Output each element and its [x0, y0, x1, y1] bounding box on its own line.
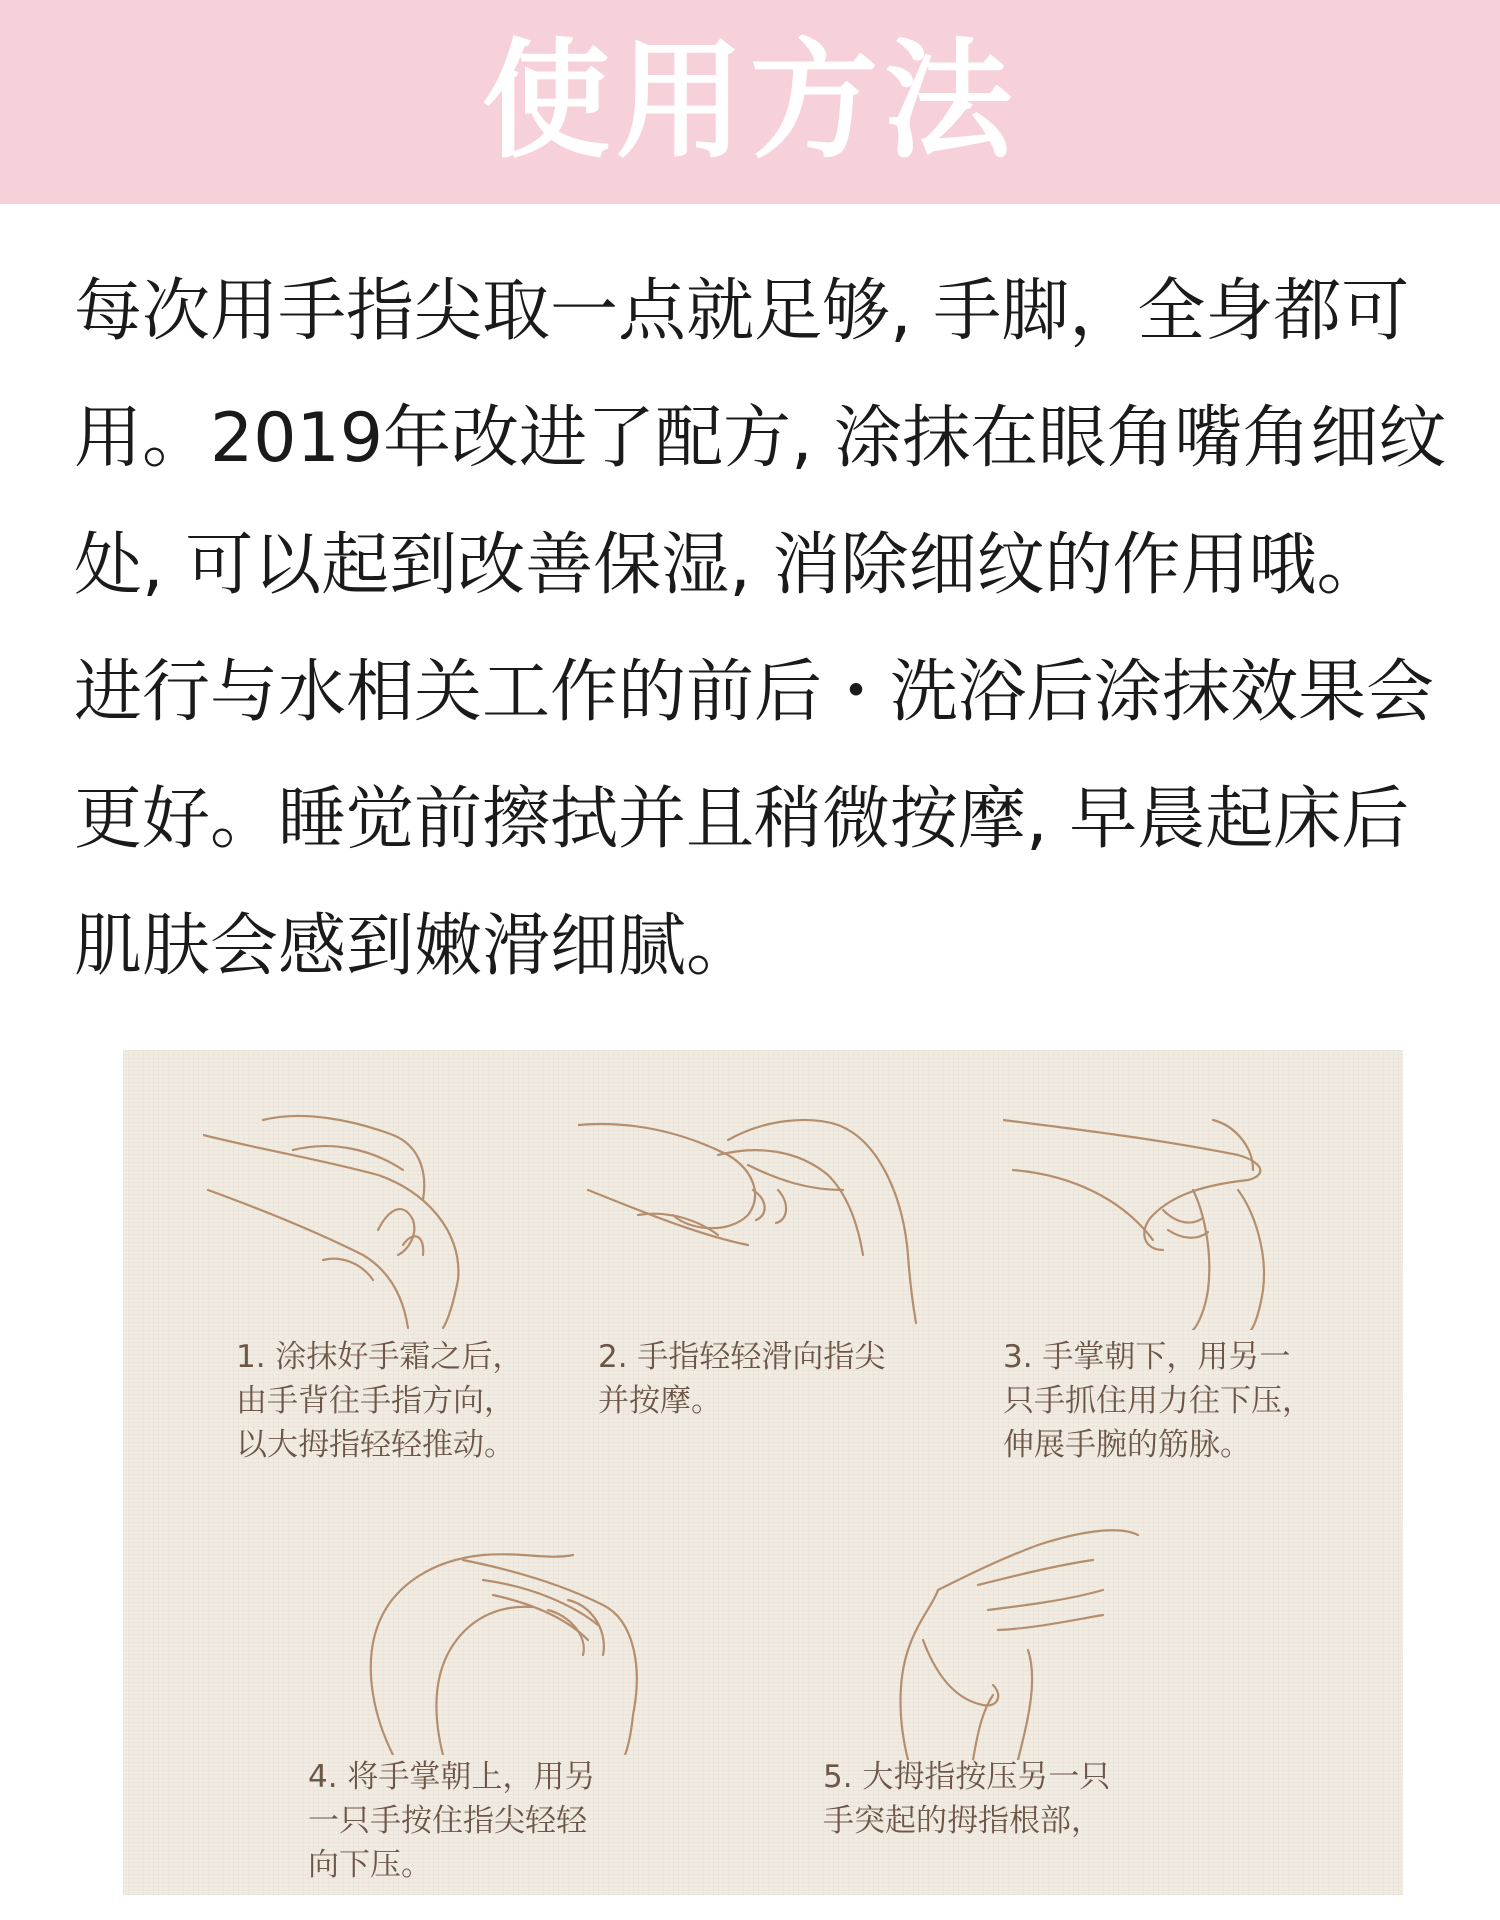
header-banner: [0, 0, 1500, 204]
step-1-text: 1. 涂抹好手霜之后， 由手背往手指方向， 以大拇指轻轻推动。: [236, 1339, 524, 1463]
hand-illustration-4: [333, 1515, 663, 1755]
step-2-text: 2. 手指轻轻滑向指尖 并按摩。: [598, 1339, 886, 1419]
hand-illustration-1: [203, 1080, 493, 1330]
page-title: 使用方法: [481, 27, 1018, 176]
hand-illustration-3: [1003, 1100, 1333, 1330]
step-3-text: 3. 手掌朝下，用另一 只手抓住用力往下压， 伸展手腕的筋脉。: [1003, 1339, 1313, 1463]
hand-illustration-2: [578, 1095, 928, 1325]
hand-illustration-5: [878, 1520, 1158, 1760]
usage-description: 每次用手指尖取一点就足够, 手脚，全身都可用。2019年改进了配方, 涂抹在眼角嘴角细纹处, 可以起到改善保湿, 消除细纹的作用哦。进行与水相关工作的前后・洗浴后涂抹效果会更好。睡觉前擦拭并且稍微按摩, 早晨起床后肌肤会感到嫩滑细腻。: [74, 272, 1447, 986]
step-4-text: 4. 将手掌朝上，用另 一只手按住指尖轻轻 向下压。: [308, 1759, 596, 1883]
usage-steps-panel: [123, 1050, 1403, 1895]
step-5-text: 5. 大拇指按压另一只 手突起的拇指根部，: [823, 1759, 1111, 1839]
